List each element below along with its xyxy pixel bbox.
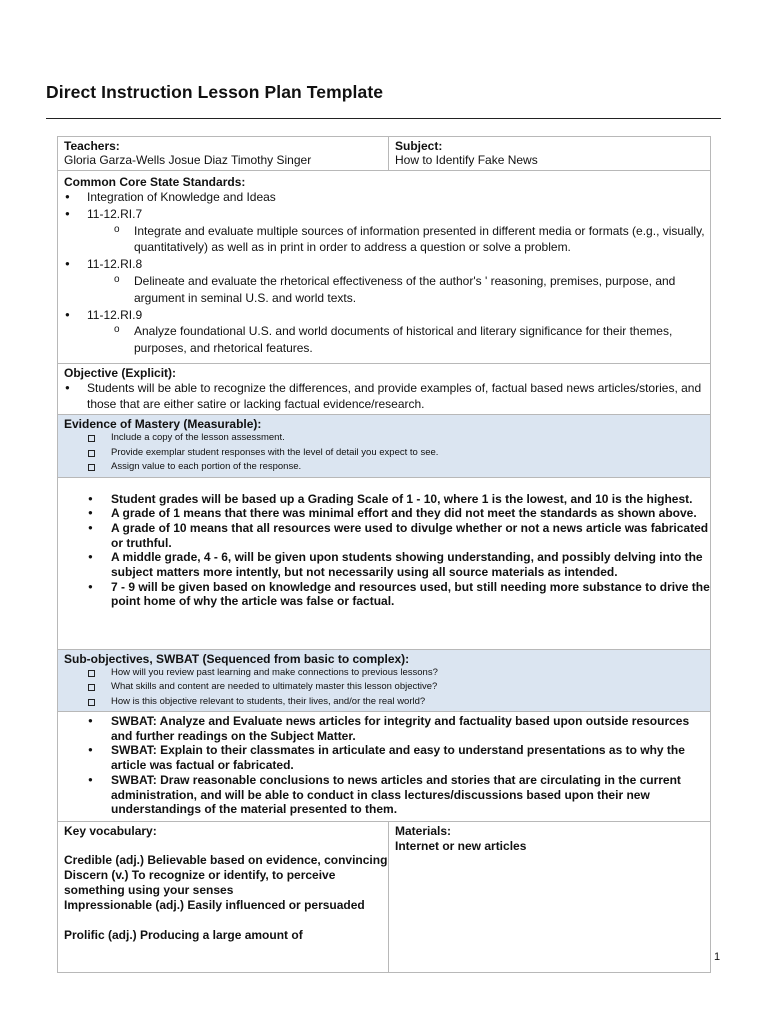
standards-list (64, 256, 710, 273)
objective-row (58, 364, 711, 415)
title-divider (46, 118, 721, 119)
standard-detail-list (64, 273, 710, 307)
subobjectives-content-row (58, 712, 711, 822)
swbat-text: SWBAT: Explain to their classmates in articulate and easy to understand presentations as to why the article was factual or fabricated. (111, 743, 685, 773)
list-item (64, 680, 710, 695)
subject-value: How to Identify Fake News (395, 153, 538, 167)
vocabulary-label: Key vocabulary: (64, 824, 157, 838)
grading-text: A grade of 1 means that there was minimal effort and they did not meet the standards as shown above. (111, 506, 697, 521)
list-item (64, 273, 710, 307)
list-item (64, 550, 710, 579)
vocab-materials-row (58, 822, 711, 973)
standard-description: Integrate and evaluate multiple sources of information presented in different media or formats (e.g., visually, quantitatively) as well as in print in order to address a question or solve a problem. (134, 223, 705, 255)
standard-detail-list (64, 223, 710, 257)
objective-text: Students will be able to recognize the differences, and provide examples of, factual based news articles/stories, and those that are either satire or lacking factual evidence/research. (87, 381, 702, 411)
evidence-label: Evidence of Mastery (Measurable): (64, 417, 262, 431)
standard-code: 11-12.RI.9 (87, 307, 143, 322)
evidence-prompt-list (64, 431, 710, 475)
document-title: Direct Instruction Lesson Plan Template (46, 82, 384, 102)
prompt-text: How is this objective relevant to students, their lives, and/or the real world? (111, 695, 426, 707)
subobjectives-prompts-row (58, 649, 711, 712)
subject-label: Subject: (395, 139, 443, 153)
list-item (64, 666, 710, 681)
vocabulary-cell (58, 822, 389, 973)
teachers-value: Gloria Garza-Wells Josue Diaz Timothy Singer (64, 153, 312, 167)
list-item (64, 206, 710, 223)
list-item (64, 446, 710, 461)
list-item (64, 521, 710, 550)
standards-label: Common Core State Standards: (64, 175, 246, 189)
evidence-prompts-row (58, 415, 711, 478)
standards-list (64, 189, 710, 223)
evidence-header-cell (58, 415, 711, 478)
list-item (64, 743, 710, 772)
standards-row (58, 171, 711, 364)
prompt-text: How will you review past learning and make connections to previous lessons? (111, 666, 438, 678)
list-item (64, 256, 710, 273)
grading-list (64, 492, 710, 610)
grading-text: A grade of 10 means that all resources were used to divulge whether or not a news article was fabricated or truthful. (111, 520, 709, 550)
standard-description: Analyze foundational U.S. and world documents of historical and literary significance for their themes, purposes, and rhetorical features. (134, 324, 673, 356)
list-item (64, 223, 710, 257)
list-item (64, 380, 710, 412)
standard-description: Delineate and evaluate the rhetorical effectiveness of the author's ' reasoning, premises, purpose, and argument in seminal U.S. and world texts. (134, 273, 676, 305)
objective-list (64, 380, 710, 412)
prompt-text: Include a copy of the lesson assessment. (111, 432, 285, 443)
subobjectives-label: Sub-objectives, SWBAT (Sequenced from basic to complex): (64, 651, 410, 666)
vocab-term: Impressionable (adj.) Easily influenced or persuaded (64, 898, 365, 912)
vocab-term: Prolific (adj.) Producing a large amount of (64, 928, 303, 942)
objective-label: Objective (Explicit): (64, 366, 177, 380)
list-item (64, 189, 710, 206)
prompt-text: What skills and content are needed to ultimately master this lesson objective? (111, 681, 438, 692)
subobjectives-label-note: (Sequenced from basic to complex): (202, 651, 410, 666)
standards-cell (58, 171, 711, 364)
list-item (64, 695, 710, 710)
standard-detail-list (64, 323, 710, 357)
materials-cell (389, 822, 711, 973)
list-item (64, 714, 710, 743)
teachers-cell (58, 137, 389, 171)
subobjectives-header-cell (58, 649, 711, 712)
grading-text: A middle grade, 4 - 6, will be given upon students showing understanding, and possibly delving into the subject matters more intently, but not necessarily using all source materials as intended. (111, 550, 703, 580)
subobjectives-content-cell (58, 712, 711, 822)
list-item (64, 307, 710, 324)
subject-cell (389, 137, 711, 171)
materials-label: Materials: (395, 824, 452, 838)
subobjectives-prompt-list (64, 666, 710, 710)
standard-code: 11-12.RI.8 (87, 257, 143, 272)
standard-code: 11-12.RI.7 (87, 206, 143, 221)
list-item (64, 492, 710, 507)
grading-text: 7 - 9 will be given based on knowledge and resources used, but still needing more substance to drive the point home of why the article was false or factual. (111, 579, 710, 609)
swbat-text: SWBAT: Analyze and Evaluate news articles for integrity and factuality based upon outside resources and further readings on the Subject Matter. (111, 714, 690, 743)
prompt-text: Provide exemplar student responses with the level of detail you expect to see. (111, 446, 439, 458)
evidence-content-cell (58, 477, 711, 649)
standards-list (64, 307, 710, 324)
teachers-label: Teachers: (64, 139, 120, 153)
list-item (64, 460, 710, 475)
prompt-text: Assign value to each portion of the response. (111, 461, 302, 472)
swbat-text: SWBAT: Draw reasonable conclusions to news articles and stories that are circulating in the current administration, and will be able to conduct in class lectures/discussions based upon their new understandings of the material presented to them. (111, 772, 681, 817)
list-item (64, 431, 710, 446)
objective-cell (58, 364, 711, 415)
standard-text: Integration of Knowledge and Ideas (87, 190, 276, 204)
list-item (64, 323, 710, 357)
list-item (64, 506, 710, 521)
vocab-term: Discern (v.) To recognize or identify, to perceive something using your senses (64, 868, 336, 897)
teachers-subject-row (58, 137, 711, 171)
list-item (64, 773, 710, 817)
list-item (64, 580, 710, 609)
page-number: 1 (714, 951, 721, 963)
grading-text: Student grades will be based up a Grading Scale of 1 - 10, where 1 is the lowest, and 10 is the highest. (111, 491, 693, 506)
materials-value: Internet or new articles (395, 839, 527, 853)
lesson-plan-table (57, 136, 711, 973)
evidence-content-row (58, 477, 711, 649)
vocab-term: Credible (adj.) Believable based on evidence, convincing (64, 853, 388, 867)
swbat-list (64, 714, 710, 817)
